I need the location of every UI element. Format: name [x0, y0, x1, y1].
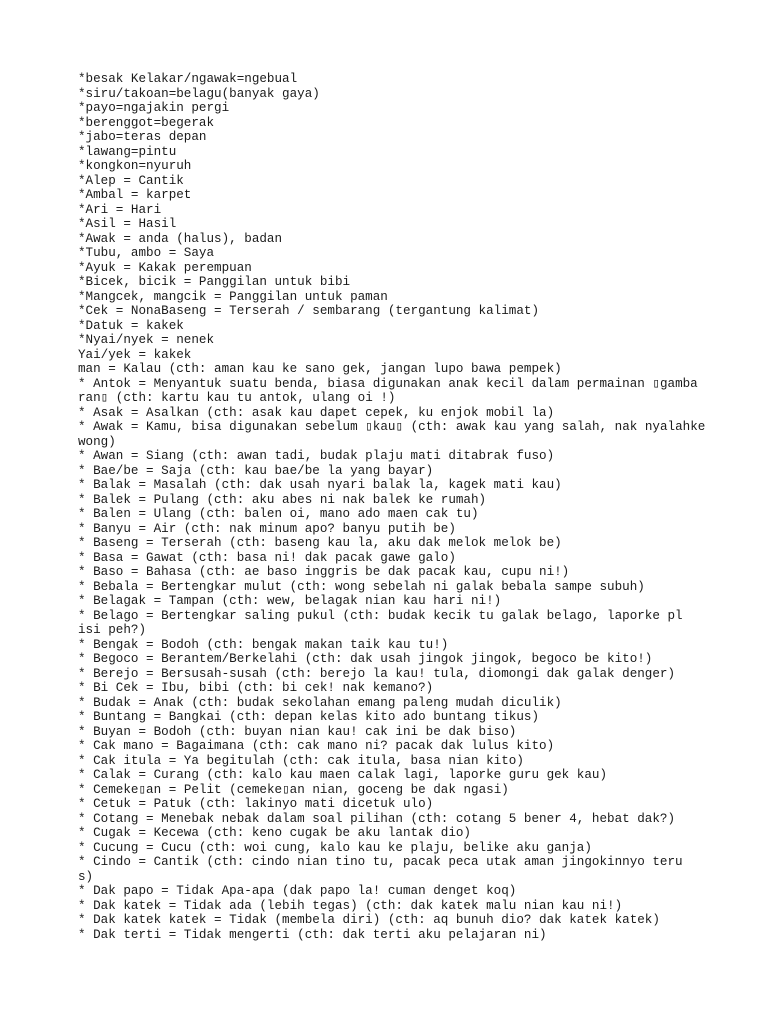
text-line: * Antok = Menyantuk suatu benda, biasa digunakan anak kecil dalam permainan ▯gamba — [78, 376, 698, 391]
text-line: *siru/takoan=belagu(banyak gaya) — [78, 86, 320, 101]
text-line: *Awak = anda (halus), badan — [78, 231, 283, 246]
text-line: * Baso = Bahasa (cth: ae baso inggris be dak pacak kau, cupu ni!) — [78, 565, 570, 579]
text-line: * Asak = Asalkan (cth: asak kau dapet cepek, ku enjok mobil la) — [78, 405, 555, 420]
text-line: * Banyu = Air (cth: nak minum apo? banyu putih be) — [78, 521, 456, 536]
text-line: * Budak = Anak (cth: budak sekolahan emang paleng mudah diculik) — [78, 695, 562, 710]
text-line: *payo=ngajakin pergi — [78, 101, 230, 115]
text-line: *berenggot=begerak — [78, 115, 215, 130]
text-line: *lawang=pintu — [78, 144, 177, 159]
text-line: * Cugak = Kecewa (cth: keno cugak be aku lantak dio) — [78, 826, 471, 840]
text-line: * Awan = Siang (cth: awan tadi, budak plaju mati ditabrak fuso) — [78, 449, 555, 463]
text-line: * Buntang = Bangkai (cth: depan kelas kito ado buntang tikus) — [78, 710, 540, 724]
text-line: * Belago = Bertengkar saling pukul (cth: budak kecik tu galak belago, laporke pl — [78, 608, 683, 623]
text-line: * Bebala = Bertengkar mulut (cth: wong sebelah ni galak bebala sampe subuh) — [78, 579, 645, 594]
text-line: *Bicek, bicik = Panggilan untuk bibi — [78, 275, 351, 289]
text-line: *Asil = Hasil — [78, 217, 177, 231]
text-line: Yai/yek = kakek — [78, 347, 192, 362]
text-line: * Basa = Gawat (cth: basa ni! dak pacak gawe galo) — [78, 550, 456, 565]
document-body — [78, 72, 728, 942]
text-line: * Cetuk = Patuk (cth: lakinyo mati dicetuk ulo) — [78, 797, 434, 811]
text-line: * Awak = Kamu, bisa digunakan sebelum ▯kau▯ (cth: awak kau yang salah, nak nyalahke — [78, 420, 706, 434]
text-line: *Datuk = kakek — [78, 318, 184, 333]
text-line: s) — [78, 869, 94, 884]
text-line: * Dak katek katek = Tidak (membela diri) (cth: aq bunuh dio? dak katek katek) — [78, 913, 660, 927]
text-line: * Cemeke▯an = Pelit (cemeke▯an nian, goceng be dak ngasi) — [78, 782, 509, 797]
text-line: * Balen = Ulang (cth: balen oi, mano ado maen cak tu) — [78, 507, 479, 521]
text-line: *Alep = Cantik — [78, 173, 184, 188]
text-line: * Calak = Curang (cth: kalo kau maen calak lagi, laporke guru gek kau) — [78, 768, 608, 782]
text-line: ran▯ (cth: kartu kau tu antok, ulang oi !) — [78, 391, 396, 405]
text-line: * Cotang = Menebak nebak dalam soal pilihan (cth: cotang 5 bener 4, hebat dak?) — [78, 811, 676, 826]
text-line: * Cucung = Cucu (cth: woi cung, kalo kau ke plaju, belike aku ganja) — [78, 840, 592, 855]
text-line: * Balak = Masalah (cth: dak usah nyari balak la, kagek mati kau) — [78, 478, 562, 492]
text-line: * Balek = Pulang (cth: aku abes ni nak balek ke rumah) — [78, 492, 487, 507]
text-line: * Baseng = Terserah (cth: baseng kau la, aku dak melok melok be) — [78, 536, 562, 550]
text-line: * Begoco = Berantem/Berkelahi (cth: dak usah jingok jingok, begoco be kito!) — [78, 652, 653, 666]
text-line: *jabo=teras depan — [78, 130, 207, 144]
text-line: *Cek = NonaBaseng = Terserah / sembarang (tergantung kalimat) — [78, 304, 540, 318]
text-line: *Tubu, ambo = Saya — [78, 246, 215, 260]
text-line: isi peh?) — [78, 623, 147, 637]
text-line: *Mangcek, mangcik = Panggilan untuk paman — [78, 289, 388, 304]
text-line: * Dak terti = Tidak mengerti (cth: dak terti aku pelajaran ni) — [78, 927, 547, 942]
text-line: *besak Kelakar/ngawak=ngebual — [78, 72, 298, 86]
text-line: * Belagak = Tampan (cth: wew, belagak nian kau hari ni!) — [78, 594, 502, 608]
text-line: *Ayuk = Kakak perempuan — [78, 260, 252, 275]
text-line: man = Kalau (cth: aman kau ke sano gek, jangan lupo bawa pempek) — [78, 362, 562, 376]
text-line: *kongkon=nyuruh — [78, 159, 192, 173]
text-line: * Dak papo = Tidak Apa-apa (dak papo la! cuman denget koq) — [78, 884, 517, 898]
text-line: * Cak itula = Ya begitulah (cth: cak itula, basa nian kito) — [78, 753, 524, 768]
text-line: * Bae/be = Saja (cth: kau bae/be la yang bayar) — [78, 463, 434, 478]
text-line: *Ambal = karpet — [78, 188, 192, 202]
text-line: * Bi Cek = Ibu, bibi (cth: bi cek! nak kemano?) — [78, 681, 434, 695]
text-line: *Nyai/nyek = nenek — [78, 333, 215, 347]
text-line: *Ari = Hari — [78, 202, 162, 217]
text-line: * Cak mano = Bagaimana (cth: cak mano ni? pacak dak lulus kito) — [78, 739, 555, 753]
text-line: * Cindo = Cantik (cth: cindo nian tino tu, pacak peca utak aman jingokinnyo teru — [78, 855, 683, 869]
text-line: * Bengak = Bodoh (cth: bengak makan taik kau tu!) — [78, 637, 449, 652]
text-line: wong) — [78, 434, 116, 449]
text-line: * Berejo = Bersusah-susah (cth: berejo la kau! tula, diomongi dak galak denger) — [78, 666, 676, 681]
text-line: * Dak katek = Tidak ada (lebih tegas) (cth: dak katek malu nian kau ni!) — [78, 898, 623, 913]
text-line: * Buyan = Bodoh (cth: buyan nian kau! cak ini be dak biso) — [78, 724, 517, 739]
